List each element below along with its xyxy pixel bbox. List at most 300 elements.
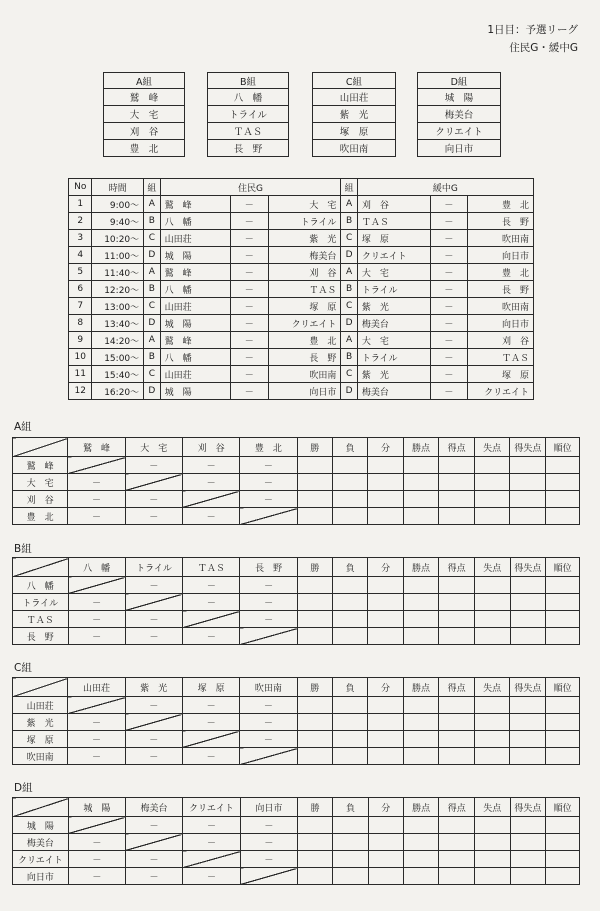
match-result-cell: － [183, 577, 240, 594]
standings-header-row [13, 798, 580, 817]
match-result-cell: － [182, 457, 239, 474]
group-box-team: 山田荘 [313, 89, 396, 106]
self-match-cell [183, 611, 240, 628]
group-box-d [417, 72, 501, 157]
schedule-no: 4 [69, 247, 92, 264]
stat-cell [546, 508, 580, 525]
standings-row [13, 628, 580, 645]
schedule-group: C [144, 298, 160, 315]
schedule-away-team: 向日市 [468, 315, 534, 332]
schedule-group: B [341, 349, 357, 366]
stat-cell [333, 868, 368, 885]
group-box-team: 吹田南 [313, 140, 396, 157]
standings-col-stat: 負 [332, 438, 367, 457]
self-match-cell [240, 748, 297, 765]
standings-col-stat: 失点 [474, 678, 510, 697]
match-result-cell: － [125, 697, 182, 714]
schedule-vs-dash: － [430, 332, 468, 349]
stat-cell [510, 628, 546, 645]
self-match-cell [68, 457, 125, 474]
schedule-row [69, 247, 534, 264]
schedule-home-team: 梅美台 [357, 383, 430, 400]
stat-cell [297, 611, 332, 628]
stat-cell [368, 474, 403, 491]
schedule-group: D [144, 383, 160, 400]
standings-row [13, 508, 580, 525]
schedule-vs-dash: － [430, 196, 468, 213]
schedule-group: B [144, 281, 160, 298]
match-result-cell: － [68, 508, 125, 525]
self-match-cell [183, 851, 241, 868]
schedule-away-team: 梅美台 [268, 247, 341, 264]
standings-col-stat: 失点 [474, 558, 510, 577]
standings-label-a: A組 [14, 421, 32, 433]
schedule-away-team: 豊 北 [468, 264, 534, 281]
stat-cell [510, 508, 546, 525]
schedule-vs-dash: － [430, 298, 468, 315]
stat-cell [298, 834, 333, 851]
page-header-venues: 住民G・緩中G [509, 42, 578, 54]
standings-col-stat: 負 [333, 798, 368, 817]
schedule-away-team: 大 宅 [268, 196, 341, 213]
standings-col-stat: 勝点 [403, 438, 439, 457]
self-match-cell [240, 508, 297, 525]
schedule-row [69, 315, 534, 332]
stat-cell [403, 628, 439, 645]
schedule-away-team: 長 野 [468, 213, 534, 230]
stat-cell [439, 851, 475, 868]
standings-col-stat: 勝 [297, 438, 332, 457]
schedule-group: D [341, 315, 357, 332]
standings-col-team: 紫 光 [125, 678, 182, 697]
stat-cell [510, 577, 546, 594]
schedule-vs-dash: － [430, 315, 468, 332]
stat-cell [403, 868, 439, 885]
match-result-cell: － [125, 817, 182, 834]
stat-cell [510, 714, 546, 731]
stat-cell [546, 474, 580, 491]
standings-col-stat: 得失点 [510, 438, 546, 457]
schedule-time: 13:00～ [92, 298, 144, 315]
stat-cell [298, 868, 333, 885]
schedule-vs-dash: － [231, 264, 269, 281]
stat-cell [297, 714, 332, 731]
match-result-cell: － [183, 817, 241, 834]
standings-row [13, 868, 580, 885]
match-result-cell: － [125, 628, 182, 645]
schedule-no: 9 [69, 332, 92, 349]
standings-col-team: トライル [125, 558, 182, 577]
standings-col-team: 向日市 [240, 798, 297, 817]
schedule-home-team: 山田荘 [160, 366, 230, 383]
self-match-cell [68, 577, 125, 594]
schedule-vs-dash: － [231, 332, 269, 349]
stat-cell [546, 611, 580, 628]
standings-col-stat: 順位 [546, 558, 580, 577]
standings-col-team: ＴＡＳ [183, 558, 240, 577]
stat-cell [403, 731, 439, 748]
schedule-row [69, 349, 534, 366]
schedule-group: C [144, 366, 160, 383]
schedule-group: B [341, 281, 357, 298]
schedule-home-team: 大 宅 [357, 332, 430, 349]
schedule-row [69, 366, 534, 383]
standings-table [12, 437, 580, 525]
stat-cell [439, 491, 475, 508]
schedule-home-team: トライル [357, 281, 430, 298]
stat-cell [403, 834, 439, 851]
group-box-team: 向日市 [418, 140, 501, 157]
stat-cell [439, 834, 475, 851]
schedule-time: 11:00～ [92, 247, 144, 264]
stat-cell [368, 491, 403, 508]
match-result-cell: － [125, 508, 182, 525]
schedule-group: C [341, 230, 357, 247]
schedule-row [69, 230, 534, 247]
schedule-away-team: 豊 北 [268, 332, 341, 349]
match-result-cell: － [125, 851, 182, 868]
stat-cell [368, 577, 403, 594]
schedule-home-team: 八 幡 [160, 281, 230, 298]
schedule-row [69, 213, 534, 230]
schedule-vs-dash: － [430, 383, 468, 400]
group-box-team: 城 陽 [418, 89, 501, 106]
standings-row-team: 山田荘 [13, 697, 68, 714]
stat-cell [403, 697, 439, 714]
stat-cell [333, 834, 368, 851]
schedule-time: 13:40～ [92, 315, 144, 332]
stat-cell [439, 748, 475, 765]
schedule-vs-dash: － [430, 264, 468, 281]
stat-cell [510, 731, 546, 748]
stat-cell [439, 457, 475, 474]
stat-cell [510, 697, 546, 714]
standings-row-team: ＴＡＳ [13, 611, 69, 628]
stat-cell [297, 731, 332, 748]
stat-cell [439, 577, 475, 594]
self-match-cell [240, 628, 297, 645]
stat-cell [403, 474, 439, 491]
match-result-cell: － [240, 834, 297, 851]
schedule-away-team: ＴＡＳ [268, 281, 341, 298]
standings-header-row [13, 678, 580, 697]
stat-cell [510, 474, 546, 491]
schedule-group: B [341, 213, 357, 230]
schedule-group: C [341, 298, 357, 315]
schedule-vs-dash: － [231, 349, 269, 366]
stat-cell [510, 868, 546, 885]
standings-col-team: 長 野 [240, 558, 297, 577]
group-box-title: C組 [313, 73, 396, 89]
match-result-cell: － [182, 714, 239, 731]
stat-cell [333, 611, 368, 628]
stat-cell [474, 491, 510, 508]
schedule-row [69, 298, 534, 315]
stat-cell [474, 611, 510, 628]
schedule-no: 8 [69, 315, 92, 332]
stat-cell [297, 474, 332, 491]
match-result-cell: － [68, 851, 125, 868]
standings-row [13, 817, 580, 834]
stat-cell [510, 491, 546, 508]
standings-col-team: 山田荘 [68, 678, 125, 697]
group-box-team: 大 宅 [104, 106, 185, 123]
stat-cell [510, 611, 546, 628]
stat-cell [546, 457, 580, 474]
match-result-cell: － [125, 868, 182, 885]
standings-row [13, 851, 580, 868]
standings-table [12, 557, 580, 645]
match-result-cell: － [125, 457, 182, 474]
schedule-vs-dash: － [231, 366, 269, 383]
standings-col-stat: 勝 [297, 558, 332, 577]
stat-cell [368, 748, 403, 765]
corner-cell [13, 438, 68, 457]
schedule-away-team: 塚 原 [468, 366, 534, 383]
schedule-vs-dash: － [231, 281, 269, 298]
group-box-team: 刈 谷 [104, 123, 185, 140]
standings-row [13, 731, 580, 748]
stat-cell [546, 748, 580, 765]
stat-cell [297, 748, 332, 765]
standings-header-row [13, 438, 580, 457]
stat-cell [403, 817, 439, 834]
stat-cell [368, 457, 403, 474]
stat-cell [333, 851, 368, 868]
schedule-group: A [341, 196, 357, 213]
match-result-cell: － [182, 508, 239, 525]
standings-col-team: 刈 谷 [182, 438, 239, 457]
stat-cell [297, 628, 332, 645]
schedule-home-team: トライル [357, 349, 430, 366]
standings-col-stat: 得失点 [510, 798, 546, 817]
schedule-vs-dash: － [231, 315, 269, 332]
match-result-cell: － [240, 577, 297, 594]
standings-label-d: D組 [14, 782, 33, 794]
match-result-cell: － [125, 577, 182, 594]
schedule-row [69, 264, 534, 281]
match-result-cell: － [68, 714, 125, 731]
stat-cell [368, 594, 403, 611]
match-result-cell: － [68, 611, 125, 628]
stat-cell [403, 491, 439, 508]
schedule-time: 16:20～ [92, 383, 144, 400]
stat-cell [333, 577, 368, 594]
stat-cell [368, 851, 403, 868]
match-result-cell: － [125, 748, 182, 765]
schedule-away-team: 紫 光 [268, 230, 341, 247]
stat-cell [297, 491, 332, 508]
schedule-home-team: 大 宅 [357, 264, 430, 281]
schedule-no: 12 [69, 383, 92, 400]
standings-row-team: 刈 谷 [13, 491, 68, 508]
stat-cell [510, 851, 546, 868]
schedule-home-team: 山田荘 [160, 298, 230, 315]
schedule-home-team: 梅美台 [357, 315, 430, 332]
schedule-group: D [144, 315, 160, 332]
group-box-title: B組 [208, 73, 289, 89]
schedule-time: 9:00～ [92, 196, 144, 213]
match-result-cell: － [182, 474, 239, 491]
standings-header-row [13, 558, 580, 577]
standings-row [13, 611, 580, 628]
corner-cell [13, 798, 69, 817]
stat-cell [403, 594, 439, 611]
stat-cell [439, 817, 475, 834]
self-match-cell [182, 491, 239, 508]
schedule-group: A [144, 196, 160, 213]
col-header-venue1: 住民G [160, 179, 341, 196]
stat-cell [297, 594, 332, 611]
stat-cell [474, 577, 510, 594]
schedule-vs-dash: － [430, 281, 468, 298]
group-box-c [312, 72, 396, 157]
stat-cell [368, 628, 403, 645]
match-result-cell: － [68, 628, 125, 645]
stat-cell [546, 577, 580, 594]
standings-row [13, 474, 580, 491]
match-schedule-table [68, 178, 534, 400]
match-result-cell: － [125, 491, 182, 508]
standings-col-stat: 順位 [546, 678, 580, 697]
stat-cell [546, 491, 580, 508]
schedule-group: D [341, 383, 357, 400]
stat-cell [510, 594, 546, 611]
group-box-team: 塚 原 [313, 123, 396, 140]
stat-cell [368, 697, 403, 714]
group-box-b [207, 72, 289, 157]
standings-row-team: 豊 北 [13, 508, 68, 525]
schedule-away-team: 吹田南 [268, 366, 341, 383]
standings-col-stat: 失点 [474, 438, 510, 457]
stat-cell [439, 594, 475, 611]
schedule-row [69, 332, 534, 349]
stat-cell [439, 628, 475, 645]
stat-cell [546, 834, 580, 851]
self-match-cell [182, 731, 239, 748]
schedule-away-team: クリエイト [468, 383, 534, 400]
match-result-cell: － [183, 834, 241, 851]
schedule-home-team: 城 陽 [160, 383, 230, 400]
match-result-cell: － [125, 731, 182, 748]
match-result-cell: － [240, 817, 297, 834]
stat-cell [546, 731, 580, 748]
schedule-group: C [144, 230, 160, 247]
schedule-away-team: 向日市 [268, 383, 341, 400]
standings-col-team: 城 陽 [68, 798, 125, 817]
standings-col-stat: 勝点 [403, 678, 439, 697]
schedule-no: 11 [69, 366, 92, 383]
standings-col-stat: 失点 [474, 798, 510, 817]
schedule-time: 11:40～ [92, 264, 144, 281]
stat-cell [332, 491, 367, 508]
standings-row-team: 鷲 峰 [13, 457, 68, 474]
stat-cell [403, 748, 439, 765]
group-box-team: 梅美台 [418, 106, 501, 123]
schedule-row [69, 196, 534, 213]
page-header-title: 1日目：予選リーグ [487, 24, 578, 36]
stat-cell [297, 577, 332, 594]
self-match-cell [68, 697, 125, 714]
match-result-cell: － [68, 594, 125, 611]
standings-row-team: 八 幡 [13, 577, 69, 594]
schedule-vs-dash: － [231, 298, 269, 315]
standings-col-stat: 負 [333, 558, 368, 577]
self-match-cell [125, 714, 182, 731]
stat-cell [474, 474, 510, 491]
stat-cell [297, 697, 332, 714]
col-header-venue2: 緩中G [357, 179, 533, 196]
schedule-no: 1 [69, 196, 92, 213]
schedule-vs-dash: － [231, 247, 269, 264]
standings-col-team: 大 宅 [125, 438, 182, 457]
match-result-cell: － [182, 697, 239, 714]
stat-cell [368, 611, 403, 628]
schedule-away-team: 刈 谷 [268, 264, 341, 281]
stat-cell [510, 834, 546, 851]
stat-cell [546, 697, 580, 714]
schedule-no: 10 [69, 349, 92, 366]
col-header-no: No [69, 179, 92, 196]
stat-cell [546, 714, 580, 731]
schedule-vs-dash: － [231, 383, 269, 400]
stat-cell [368, 714, 403, 731]
standings-col-stat: 勝点 [403, 558, 439, 577]
stat-cell [474, 748, 510, 765]
standings-row-team: 梅美台 [13, 834, 69, 851]
schedule-time: 10:20～ [92, 230, 144, 247]
stat-cell [368, 817, 403, 834]
stat-cell [332, 731, 367, 748]
standings-row [13, 491, 580, 508]
match-result-cell: － [240, 594, 297, 611]
corner-cell [13, 558, 69, 577]
schedule-home-team: 刈 谷 [357, 196, 430, 213]
self-match-cell [125, 834, 182, 851]
standings-row-team: 向日市 [13, 868, 69, 885]
match-result-cell: － [183, 628, 240, 645]
standings-col-stat: 得点 [439, 558, 475, 577]
schedule-vs-dash: － [430, 230, 468, 247]
stat-cell [403, 714, 439, 731]
standings-col-team: 八 幡 [68, 558, 125, 577]
standings-row-team: 大 宅 [13, 474, 68, 491]
schedule-vs-dash: － [430, 247, 468, 264]
stat-cell [474, 868, 510, 885]
schedule-group: D [144, 247, 160, 264]
stat-cell [332, 697, 367, 714]
stat-cell [298, 851, 333, 868]
schedule-no: 3 [69, 230, 92, 247]
col-header-time: 時間 [92, 179, 144, 196]
group-box-team: 鷲 峰 [104, 89, 185, 106]
stat-cell [546, 868, 580, 885]
schedule-vs-dash: － [430, 213, 468, 230]
match-result-cell: － [240, 851, 297, 868]
schedule-away-team: ＴＡＳ [468, 349, 534, 366]
group-box-a [103, 72, 185, 157]
schedule-away-team: トライル [268, 213, 341, 230]
stat-cell [332, 474, 367, 491]
schedule-home-team: 紫 光 [357, 298, 430, 315]
group-box-team: クリエイト [418, 123, 501, 140]
standings-col-team: 吹田南 [240, 678, 297, 697]
standings-row-team: クリエイト [13, 851, 69, 868]
standings-col-team: 塚 原 [182, 678, 239, 697]
stat-cell [403, 508, 439, 525]
stat-cell [474, 834, 510, 851]
schedule-no: 6 [69, 281, 92, 298]
